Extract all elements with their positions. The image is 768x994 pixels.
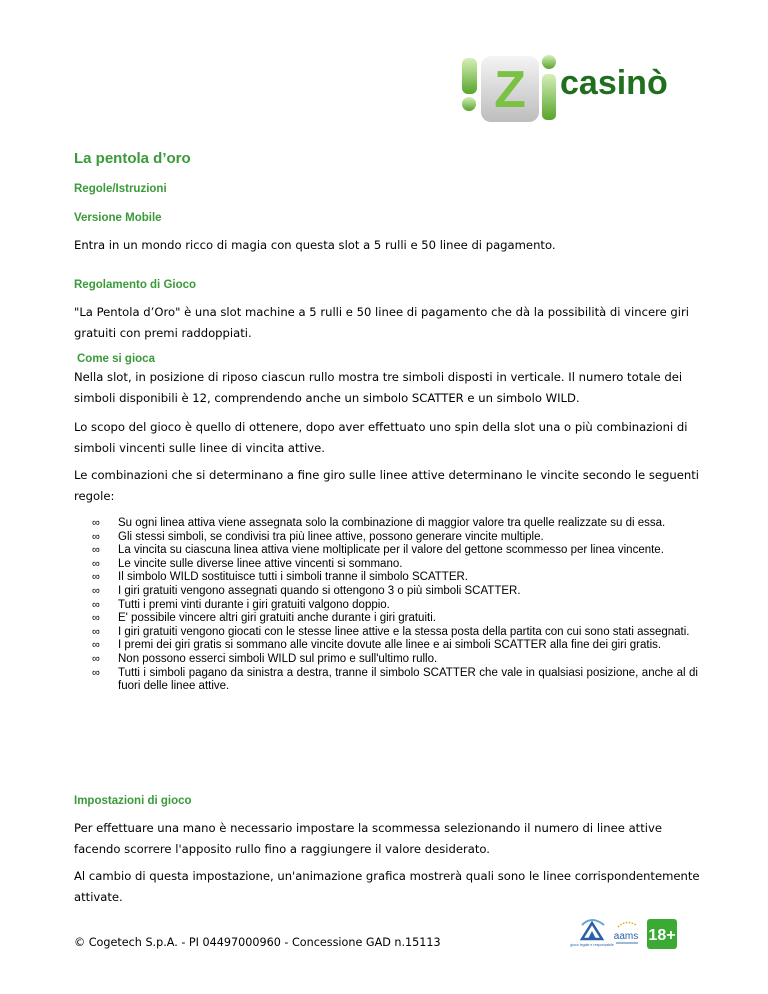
bullet-icon: ∞ xyxy=(92,530,100,543)
rules-heading: Regole/Istruzioni xyxy=(74,183,167,195)
svg-text:Z: Z xyxy=(494,61,526,119)
list-item: ∞ Non possono esserci simboli WILD sul primo e sull'ultimo rullo. xyxy=(92,652,438,665)
list-item: ∞ Tutti i simboli pagano da sinistra a destra, tranne il simbolo SCATTER che vale in qualsiasi posizione, anche al di fuori delle linee attive. xyxy=(92,666,698,693)
list-item: ∞ Il simbolo WILD sostituisce tutti i simboli tranne il simbolo SCATTER. xyxy=(92,571,468,584)
bullet-icon: ∞ xyxy=(92,612,100,625)
bullet-icon: ∞ xyxy=(92,625,100,638)
aams-logo-icon xyxy=(614,922,638,944)
bullet-icon: ∞ xyxy=(92,571,100,584)
list-item: ∞ Su ogni linea attiva viene assegnata solo la combinazione di maggior valore tra quelle realizzate su di essa. xyxy=(92,517,666,529)
bullet-icon: ∞ xyxy=(92,666,100,679)
bullet-icon: ∞ xyxy=(92,544,100,557)
page-title: La pentola d’oro xyxy=(74,150,191,167)
bullet-icon: ∞ xyxy=(92,639,100,652)
mobile-heading: Versione Mobile xyxy=(74,212,162,224)
list-item: ∞ I premi dei giri gratis si sommano alle vincite dovute alle linee e ai simboli SCATTER alla fine dei giri gratis. xyxy=(92,639,662,652)
mobile-text: Entra in un mondo ricco di magia con questa slot a 5 rulli e 50 linee di pagamento. xyxy=(74,238,556,252)
bullet-icon: ∞ xyxy=(92,517,100,529)
list-item: ∞ Gli stessi simboli, se condivisi tra più linee attive, possono generare vincite multiple. xyxy=(92,530,544,543)
impostazioni-text: Per effettuare una mano è necessario impostare la scommessa selezionando il numero di linee attive facendo scorrere l'apposito rullo fino a raggiungere il valore desiderato. xyxy=(74,821,662,856)
bullet-icon: ∞ xyxy=(92,584,100,597)
rules-list xyxy=(92,517,698,694)
list-item: ∞ La vincita su ciascuna linea attiva viene moltiplicate per il valore del gettone scommesso per linea vincente. xyxy=(92,544,664,557)
impostazioni-heading: Impostazioni di gioco xyxy=(74,795,192,807)
come-si-gioca-text: Nella slot, in posizione di riposo ciascun rullo mostra tre simboli disposti in verticale. Il numero totale dei simboli disponibili è 12, comprendendo anche un simbolo SCATTER e un simbolo WILD. xyxy=(74,370,683,405)
adm-logo-icon xyxy=(570,920,614,947)
cambio-text: Al cambio di questa impostazione, un'animazione grafica mostrerà quali sono le linee corrispondentemente attivate. xyxy=(74,869,700,904)
izi-casino-logo[interactable] xyxy=(458,52,698,134)
regolamento-heading: Regolamento di Gioco xyxy=(74,279,197,291)
age-18-badge: 18+ xyxy=(648,927,676,944)
list-item: ∞ I giri gratuiti vengono giocati con le stesse linee attive e la stessa posta della partita con cui sono stati assegnati. xyxy=(92,625,690,638)
logo-brand-text: casinò xyxy=(560,64,668,102)
regulatory-badges xyxy=(570,917,698,955)
regolamento-text: "La Pentola d’Oro" è una slot machine a 5 rulli e 50 linee di pagamento che dà la possibilità di vincere giri gratuiti con premi raddoppiati. xyxy=(74,305,690,340)
bullet-icon: ∞ xyxy=(92,557,100,570)
list-item: ∞ I giri gratuiti vengono assegnati quando si ottengono 3 o più simboli SCATTER. xyxy=(92,584,521,597)
list-item: ∞ Tutti i premi vinti durante i giri gratuiti valgono doppio. xyxy=(92,598,390,611)
bullet-icon: ∞ xyxy=(92,598,100,611)
adm-caption: gioco legale e responsabile xyxy=(570,943,614,947)
scopo-text: Lo scopo del gioco è quello di ottenere, dopo aver effettuato uno spin della slot una o più combinazioni di simboli vincenti sulle linee di vincita attive. xyxy=(74,420,688,455)
footer-copyright: © Cogetech S.p.A. - PI 04497000960 - Concessione GAD n.15113 xyxy=(74,936,441,949)
combinazioni-text: Le combinazioni che si determinano a fine giro sulle linee attive determinano le vincite secondo le seguenti regole: xyxy=(74,468,700,503)
bullet-icon: ∞ xyxy=(92,652,100,665)
come-si-gioca-heading: Come si gioca xyxy=(77,353,155,365)
aams-text: aams xyxy=(613,931,639,942)
list-item: ∞ E' possibile vincere altri giri gratuiti anche durante i giri gratuiti. xyxy=(92,612,436,625)
list-item: ∞ Le vincite sulle diverse linee attive vincenti si sommano. xyxy=(92,557,403,570)
